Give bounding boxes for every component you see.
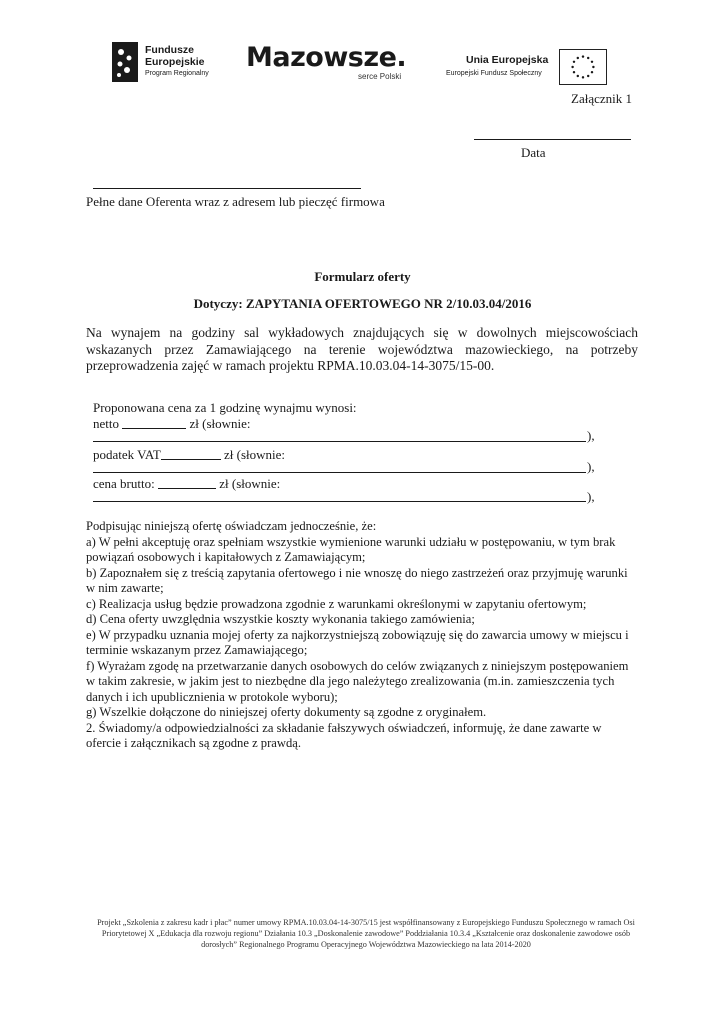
fe-logo-line1: Fundusze [145,44,194,56]
declaration-b: b) Zapoznałem się z treścią zapytania ofertowego i nie wnoszę do niego zastrzeżeń oraz przyjmuję warunki w nim zawarte; [86,565,628,595]
intro-paragraph: Na wynajem na godziny sal wykładowych znajdujących się w dowolnych miejscowościach wskazanych przez Zamawiającego na terenie województwa mazowieckiego, na potrzeby przeprowadzenia zajęć w ramach projektu RPMA.10.03.04-14-3075/15-00. [86,325,638,373]
fundusze-europejskie-logo [112,42,242,84]
netto-close: ), [587,428,595,443]
eu-flag-star [577,75,579,77]
brutto-suffix: zł (słownie: [219,476,281,491]
footer-note: Projekt „Szkolenia z zakresu kadr i płac” numer umowy RPMA.10.03.04-14-3075/15 jest współfinansowany z Europejskiego Funduszu Społecznego w ramach Osi Priorytetowej X „Edukacja dla rozwoju regionu” Działania 10.3 „Doskonalenie zawodowe” Poddziałania 10.3.4 „Kształcenie oraz doskonalenie zawodowe osób dorosłych” Regionalnego Programu Operacyjnego Województwa Mazowieckiego na lata 2014-2020 [97,918,635,949]
date-label: Data [521,145,546,160]
vat-row [93,447,285,463]
eu-flag-star [577,57,579,59]
netto-amount-field[interactable] [122,427,186,429]
eu-flag-star [592,66,594,68]
declaration-c: c) Realizacja usług będzie prowadzona zgodnie z warunkami określonymi w zapytaniu ofertowym; [86,596,587,611]
eu-flag-star [573,71,575,73]
declaration-a: a) W pełni akceptuję oraz spełniam wszystkie wymienione warunki udziału w postępowaniu, w tym brak powiązań osobowych i kapitałowych z Zamawiającym; [86,534,616,564]
eu-flag-star [573,61,575,63]
eu-flag-star [591,71,593,73]
form-subject: Dotyczy: ZAPYTANIA OFERTOWEGO NR 2/10.03.04/2016 [193,296,532,311]
eu-flag-star [582,76,584,78]
ue-logo-line1: Unia Europejska [466,54,549,66]
declarations [86,519,639,752]
price-heading: Proponowana cena za 1 godzinę wynajmu wynosi: [93,400,357,415]
bidder-label: Pełne dane Oferenta wraz z adresem lub pieczęć firmowa [86,194,385,209]
mazowsze-logo-sub: serce Polski [358,72,402,81]
declaration-2: 2. Świadomy/a odpowiedzialności za składanie fałszywych oświadczeń, informuję, że dane zawarte w ofercie i załącznikach są zgodne z prawdą. [86,720,602,750]
eu-flag-star [582,55,584,57]
date-line [474,139,631,140]
mazowsze-logo-word: Mazowsze. [246,42,407,73]
vat-words-field[interactable] [93,472,586,473]
declaration-g: g) Wszelkie dołączone do niniejszej oferty dokumenty są zgodne z oryginałem. [86,705,487,719]
vat-amount-field[interactable] [161,458,221,460]
brutto-row [93,476,280,492]
eu-flag-star [571,66,573,68]
unia-europejska-logo [446,46,611,86]
netto-words-field[interactable] [93,441,586,442]
vat-suffix: zł (słownie: [224,447,286,462]
fe-logo-line2: Europejskie [145,56,205,68]
fe-logo-line3: Program Regionalny [145,70,209,77]
netto-row [93,416,251,432]
eu-flag-star [591,61,593,63]
fundusze-europejskie-mark-icon [112,42,138,82]
declaration-d: d) Cena oferty uwzględnia wszystkie koszty wykonania takiego zamówienia; [86,612,475,626]
netto-suffix: zł (słownie: [189,416,251,431]
brutto-amount-field[interactable] [158,487,216,489]
brutto-close: ), [587,489,595,504]
declarations-heading: Podpisując niniejszą ofertę oświadczam jednocześnie, że: [86,519,377,533]
brutto-prefix: cena brutto: [93,476,155,491]
vat-close: ), [587,459,595,474]
ue-logo-line2: Europejski Fundusz Społeczny [446,70,542,77]
mazowsze-logo [246,42,418,84]
form-title: Formularz oferty [314,269,411,284]
eu-flag-star [587,57,589,59]
netto-prefix: netto [93,416,119,431]
bidder-line [93,188,361,189]
eu-flag-star [587,75,589,77]
eu-flag-icon [559,49,607,85]
attachment-label: Załącznik 1 [571,91,632,106]
declaration-e: e) W przypadku uznania mojej oferty za najkorzystniejszą zobowiązuję się do zawarcia umowy w miejscu i terminie wskazanym przez Zamawiającego; [86,627,629,657]
brutto-words-field[interactable] [93,501,586,502]
vat-prefix: podatek VAT [93,447,161,462]
declaration-f: f) Wyrażam zgodę na przetwarzanie danych osobowych do celów związanych z niniejszym postępowaniem w takim zakresie, w jakim jest to niezbędne dla jego należytego zrealizowania (m.in. zamieszczenia tych danych i ich upublicznienia w protokole wyboru); [86,658,629,704]
